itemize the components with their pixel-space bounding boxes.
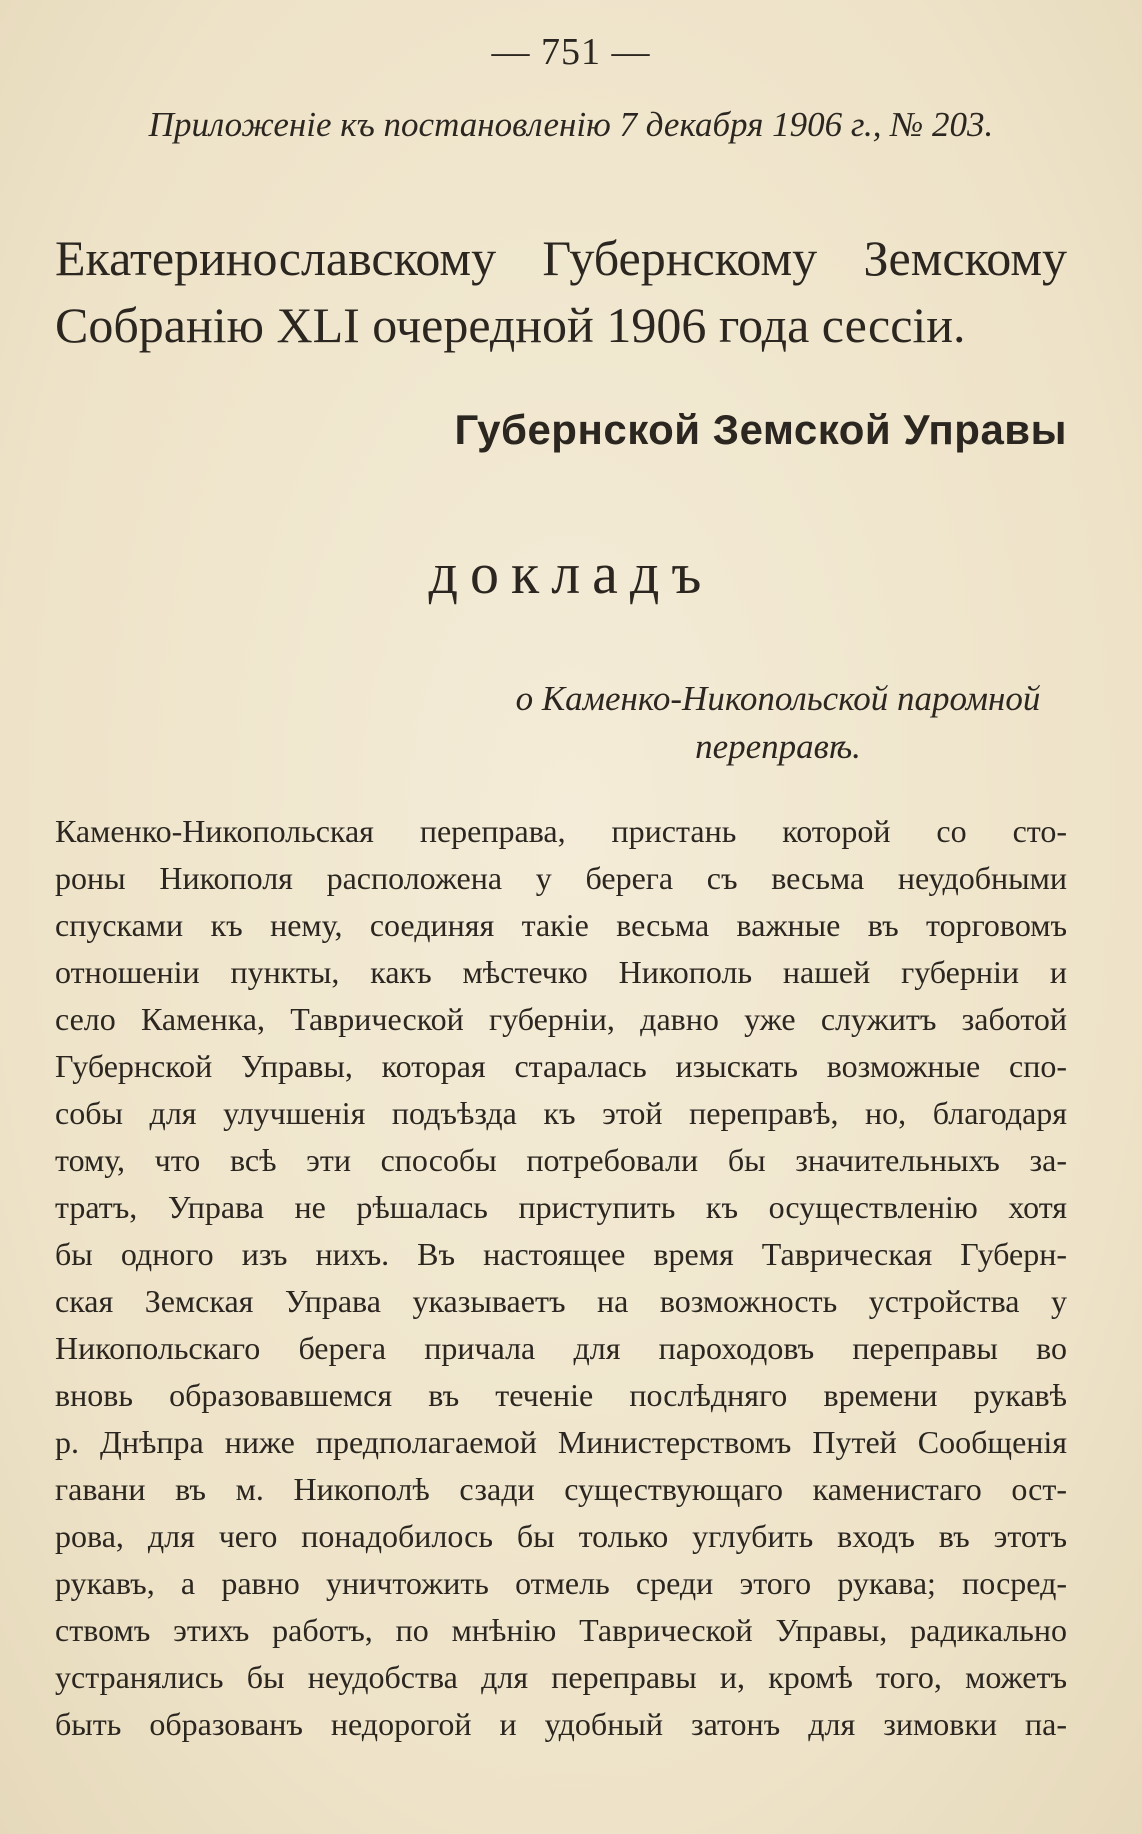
body-line: тому, что всѣ эти способы потребовали бы значительныхъ за- bbox=[55, 1142, 1067, 1178]
body-line: рова, для чего понадобилось бы только углубить входъ въ этотъ bbox=[55, 1518, 1067, 1554]
body-line: Каменко-Никопольская переправа, пристань которой со сто- bbox=[55, 813, 1067, 849]
authority-heading: Губернской Земской Управы bbox=[454, 406, 1067, 453]
body-line: село Каменка, Таврической губерніи, давно уже служитъ заботой bbox=[55, 1001, 1067, 1037]
body-line: бы одного изъ нихъ. Въ настоящее время Таврическая Губерн- bbox=[55, 1236, 1067, 1272]
body-line: гавани въ м. Никополѣ сзади существующаго каменистаго ост- bbox=[55, 1471, 1067, 1507]
page-number: — 751 — bbox=[491, 31, 651, 73]
body-line: Никопольскаго берега причала для пароходовъ переправы во bbox=[55, 1330, 1067, 1366]
body-line: тратъ, Управа не рѣшалась приступить къ осуществленію хотя bbox=[55, 1189, 1067, 1225]
body-line: устранялись бы неудобства для переправы и, кромѣ того, можетъ bbox=[55, 1659, 1067, 1695]
body-line: быть образованъ недорогой и удобный затонъ для зимовки па- bbox=[55, 1706, 1067, 1742]
document-type-title: докладъ bbox=[428, 541, 714, 606]
body-line: вновь образовавшемся въ теченіе послѣдняго времени рукавѣ bbox=[55, 1377, 1067, 1413]
subject-line-2: переправѣ. bbox=[695, 727, 861, 766]
body-line: собы для улучшенія подъѣзда къ этой переправѣ, но, благодаря bbox=[55, 1095, 1067, 1131]
body-line: ская Земская Управа указываетъ на возможность устройства у bbox=[55, 1283, 1067, 1319]
body-line: Губернской Управы, которая старалась изыскать возможные спо- bbox=[55, 1048, 1067, 1084]
body-line: спусками къ нему, соединяя такіе весьма важные въ торговомъ bbox=[55, 907, 1067, 943]
body-line: отношеніи пункты, какъ мѣстечко Никополь нашей губерніи и bbox=[55, 954, 1067, 990]
appendix-note: Приложеніе къ постановленію 7 декабря 1906 г., № 203. bbox=[148, 105, 994, 144]
body-line: рукавъ, а равно уничтожить отмель среди этого рукава; посред- bbox=[55, 1565, 1067, 1601]
subject-line bbox=[488, 675, 1068, 771]
body-line: ствомъ этихъ работъ, по мнѣнію Таврической Управы, радикально bbox=[55, 1612, 1067, 1648]
subject-line-1: о Каменко-Никопольской паромной bbox=[515, 679, 1041, 718]
body-line: р. Днѣпра ниже предполагаемой Министерствомъ Путей Сообщенія bbox=[55, 1424, 1067, 1460]
body-line: роны Никополя расположена у берега съ весьма неудобными bbox=[55, 860, 1067, 896]
body-text bbox=[55, 808, 1067, 1748]
address-heading: Екатеринославскому Губернскому Земскому Собранію XLI очередной 1906 года сессіи. bbox=[55, 230, 1067, 353]
